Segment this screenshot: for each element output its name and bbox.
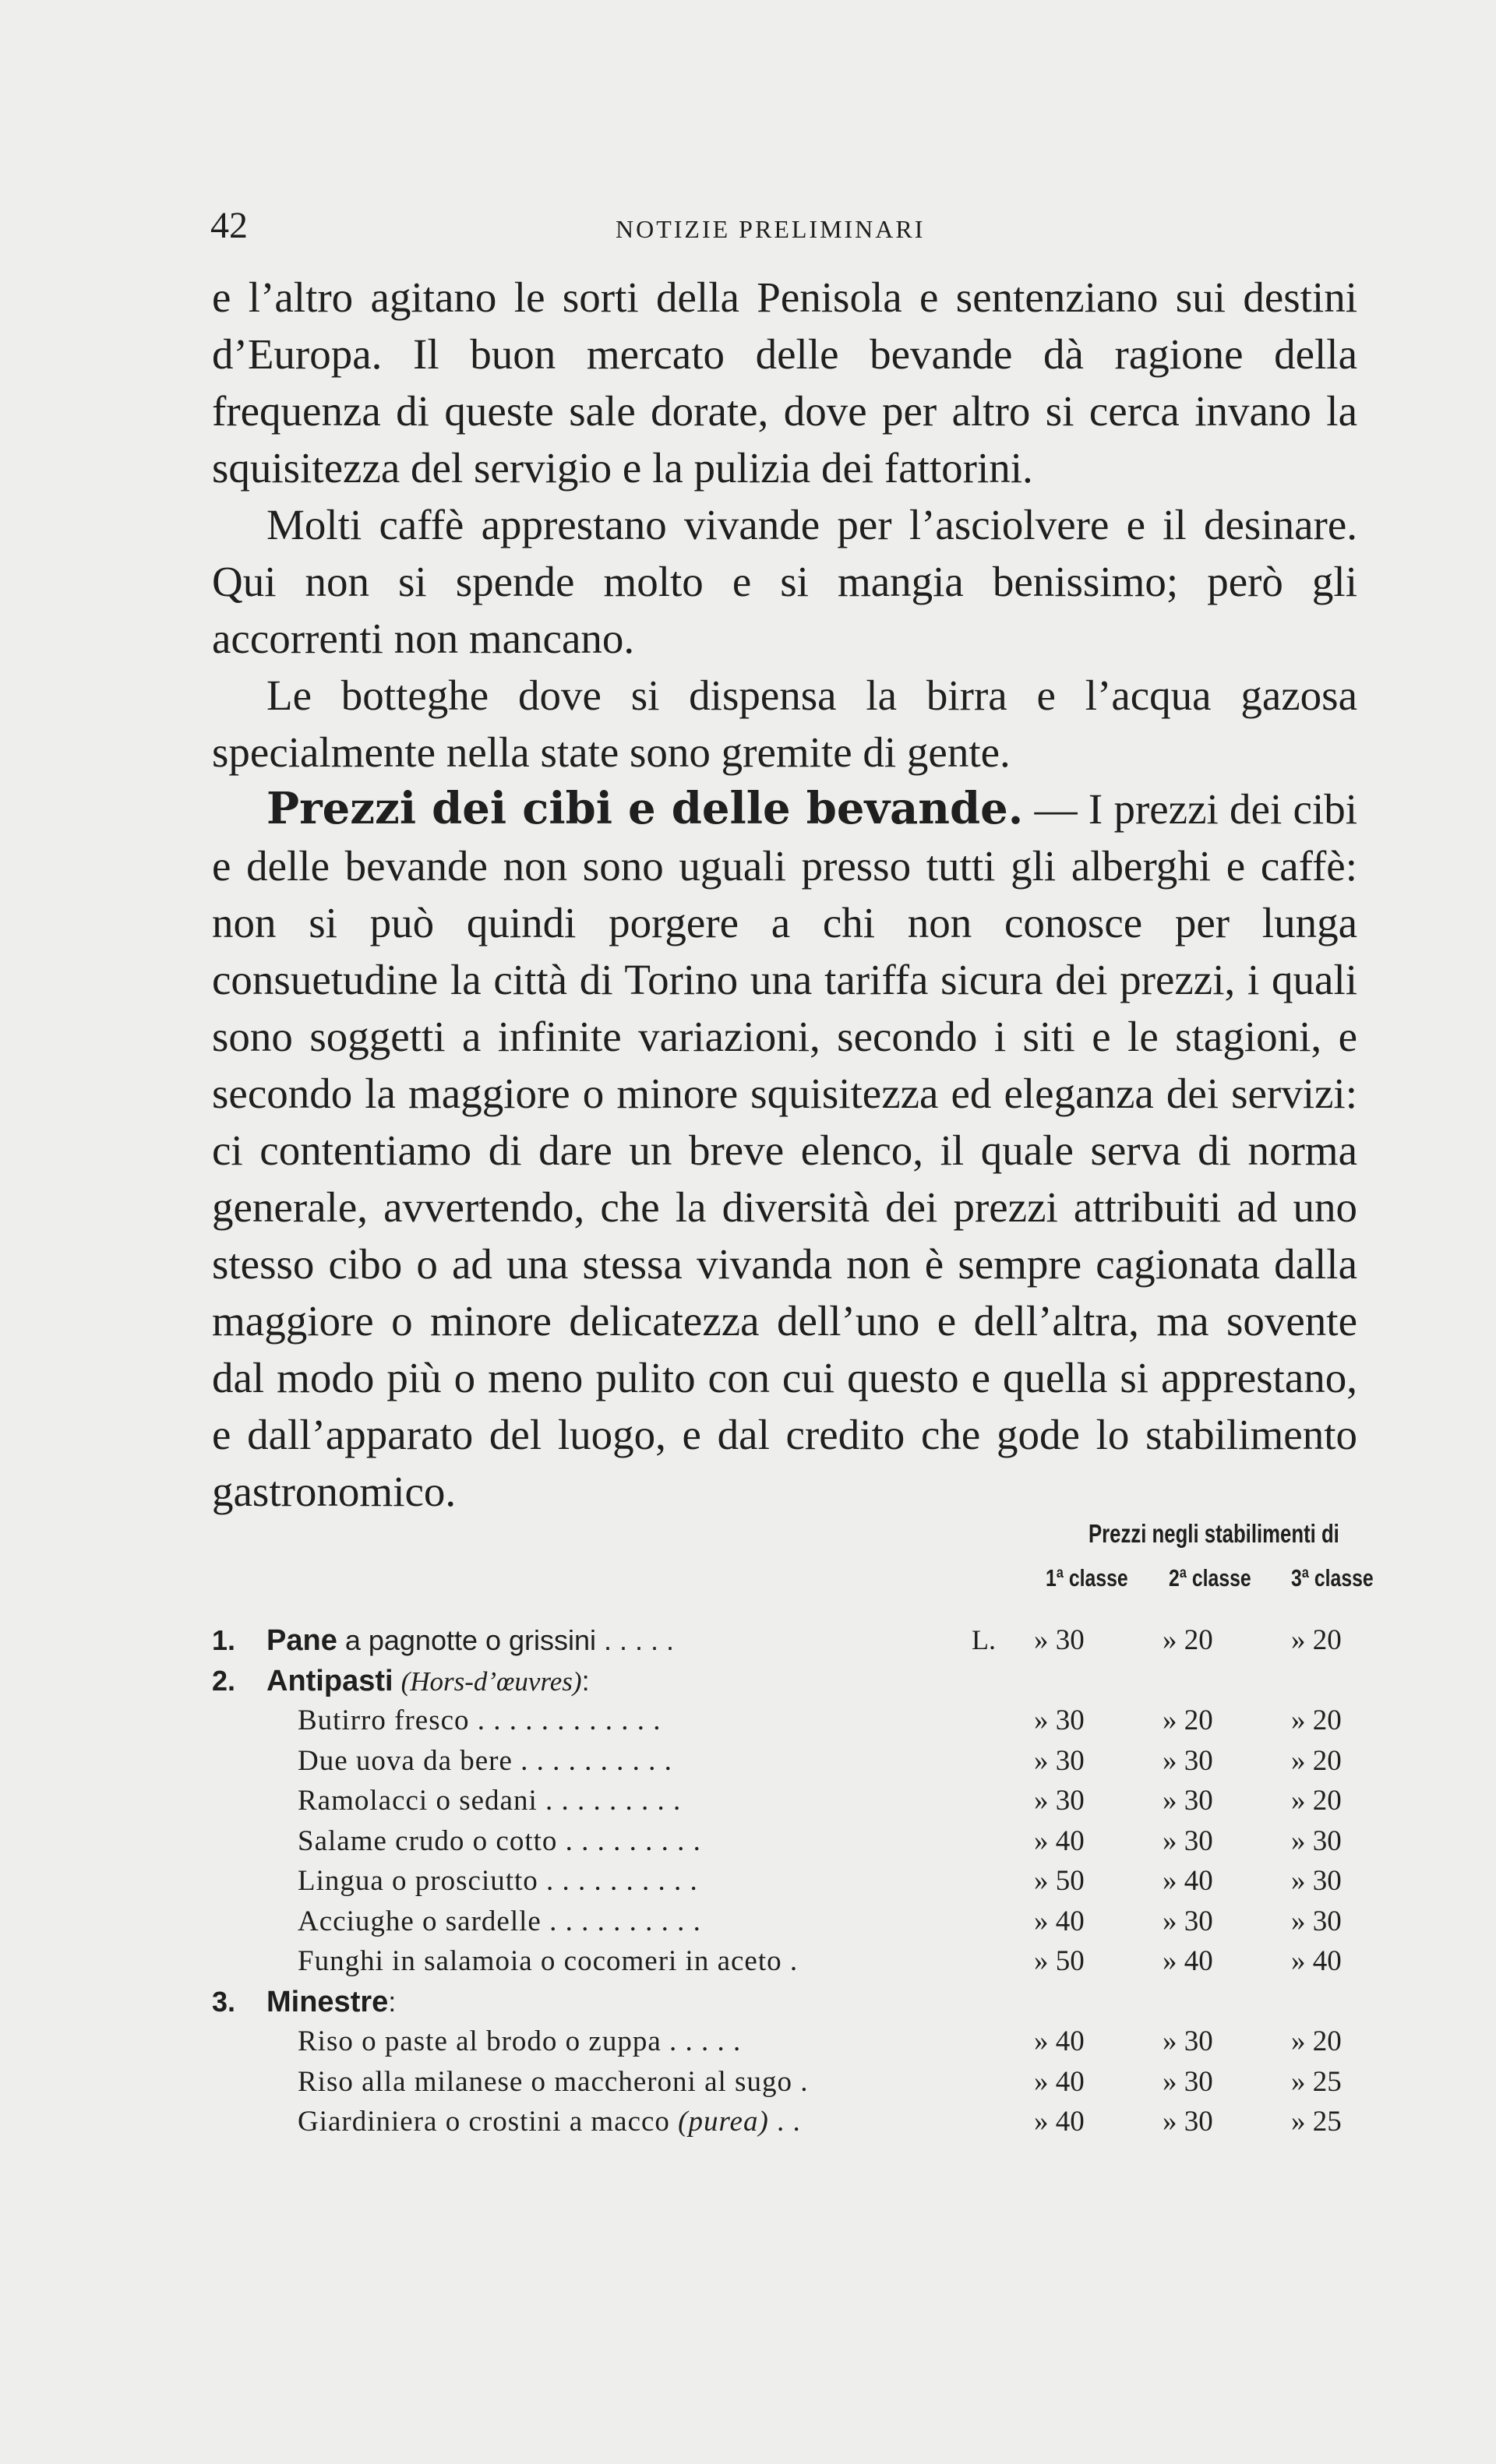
price-class-1: » 40 bbox=[1034, 2106, 1085, 2138]
item-name: Due uova da bere . . . . . . . . . . bbox=[298, 1744, 672, 1777]
category-number: 1. bbox=[212, 1624, 236, 1656]
category-number: 3. bbox=[212, 1985, 236, 2018]
page-number: 42 bbox=[210, 205, 248, 246]
price-class-3: » 40 bbox=[1291, 1945, 1342, 1977]
table-category-row bbox=[212, 1620, 1381, 1661]
price-class-2: » 30 bbox=[1163, 2025, 1213, 2057]
price-class-3: » 20 bbox=[1291, 1624, 1342, 1656]
table-row bbox=[212, 1902, 1381, 1942]
category-name: Antipasti (Hors-d’œuvres): bbox=[266, 1664, 590, 1697]
price-class-3: » 30 bbox=[1291, 1824, 1342, 1857]
table-row bbox=[212, 2062, 1381, 2103]
table-row bbox=[212, 2022, 1381, 2062]
price-class-1: » 40 bbox=[1034, 2025, 1085, 2057]
item-name: Lingua o prosciutto . . . . . . . . . . bbox=[298, 1865, 698, 1897]
price-class-3: » 30 bbox=[1291, 1865, 1342, 1897]
table-row bbox=[212, 1941, 1381, 1982]
price-rows bbox=[212, 1620, 1381, 2142]
column-header-third-class: 3ª classe bbox=[1291, 1564, 1374, 1592]
item-name: Funghi in salamoia o cocomeri in aceto . bbox=[298, 1945, 799, 1977]
item-name: Acciughe o sardelle . . . . . . . . . . bbox=[298, 1905, 701, 1937]
table-row bbox=[212, 1861, 1381, 1902]
page-header bbox=[210, 204, 1317, 266]
price-class-2: » 20 bbox=[1163, 1624, 1213, 1656]
price-class-1: » 30 bbox=[1034, 1624, 1085, 1656]
price-class-3: » 25 bbox=[1291, 2106, 1342, 2138]
price-class-1: » 50 bbox=[1034, 1945, 1085, 1977]
price-class-2: » 30 bbox=[1163, 1905, 1213, 1937]
table-row bbox=[212, 1701, 1381, 1741]
price-class-3: » 20 bbox=[1291, 1744, 1342, 1777]
item-name: Ramolacci o sedani . . . . . . . . . bbox=[298, 1785, 682, 1817]
price-class-2: » 40 bbox=[1163, 1945, 1213, 1977]
category-number: 2. bbox=[212, 1664, 236, 1697]
item-name: Riso alla milanese o maccheroni al sugo . bbox=[298, 2065, 809, 2098]
currency-unit: L. bbox=[972, 1624, 996, 1655]
item-name: Salame crudo o cotto . . . . . . . . . bbox=[298, 1824, 701, 1857]
price-class-2: » 30 bbox=[1163, 1744, 1213, 1777]
table-row bbox=[212, 1781, 1381, 1821]
table-row bbox=[212, 1821, 1381, 1862]
table-row bbox=[212, 2102, 1381, 2142]
item-name: Riso o paste al brodo o zuppa . . . . . bbox=[298, 2025, 742, 2057]
price-class-3: » 20 bbox=[1291, 1785, 1342, 1817]
category-name: Pane a pagnotte o grissini . . . . . bbox=[266, 1624, 675, 1657]
price-class-2: » 30 bbox=[1163, 2106, 1213, 2138]
price-table-header: Prezzi negli stabilimenti di bbox=[1088, 1519, 1339, 1548]
running-head: NOTIZIE PRELIMINARI bbox=[616, 215, 926, 243]
paragraph-2: Molti caffè apprestano vivande per l’asciolvere e il desinare. Qui non si spende molto e si mangia benissimo; però gli accorrenti non mancano. bbox=[212, 501, 1357, 662]
price-class-3: » 20 bbox=[1291, 1704, 1342, 1736]
table-category-row bbox=[212, 1661, 1381, 1701]
price-class-1: » 30 bbox=[1034, 1704, 1085, 1736]
category-name: Minestre: bbox=[266, 1985, 397, 2018]
table-row bbox=[212, 1741, 1381, 1782]
price-class-1: » 30 bbox=[1034, 1785, 1085, 1817]
column-headers bbox=[212, 1564, 1381, 1603]
item-name: Giardiniera o crostini a macco (purea) . . bbox=[298, 2106, 801, 2138]
price-class-1: » 40 bbox=[1034, 2065, 1085, 2098]
price-class-3: » 20 bbox=[1291, 2025, 1342, 2057]
paragraph-3: Le botteghe dove si dispensa la birra e l’acqua gazosa specialmente nella state sono gremite di gente. bbox=[212, 672, 1357, 776]
price-class-1: » 30 bbox=[1034, 1744, 1085, 1777]
column-header-first-class: 1ª classe bbox=[1046, 1564, 1128, 1592]
paragraph-prices bbox=[212, 781, 1357, 1520]
table-category-row bbox=[212, 1982, 1381, 2022]
section-heading: Prezzi dei cibi e delle bevande. bbox=[266, 783, 1024, 834]
price-class-1: » 40 bbox=[1034, 1824, 1085, 1857]
price-class-2: » 30 bbox=[1163, 2065, 1213, 2098]
price-class-1: » 50 bbox=[1034, 1865, 1085, 1897]
item-name: Butirro fresco . . . . . . . . . . . . bbox=[298, 1704, 662, 1736]
paragraph-1: e l’altro agitano le sorti della Penisola e sentenziano sui destini d’Europa. Il buon mercato delle bevande dà ragione della frequenza di queste sale dorate, dove per altro si cerca invano la squisitezza del servigio e la pulizia dei fattorini. bbox=[212, 273, 1357, 492]
price-class-2: » 30 bbox=[1163, 1785, 1213, 1817]
price-class-1: » 40 bbox=[1034, 1905, 1085, 1937]
price-class-2: » 40 bbox=[1163, 1865, 1213, 1897]
section-text: — I prezzi dei cibi e delle bevande non sono uguali presso tutti gli alberghi e caffè: non si può quindi porgere a chi non conosce per lunga consuetudine la città di Torino una tariffa sicura dei prezzi, i quali sono soggetti a infinite variazioni, secondo i siti e le stagioni, e secondo la maggiore o minore squisitezza ed eleganza dei servizi: ci contentiamo di dare un breve elenco, il quale serva di norma generale, avvertendo, che la diversità dei prezzi attribuiti ad uno stesso cibo o ad una stessa vivanda non è sempre cagionata dalla maggiore o minore delicatezza dell’uno e dell’altra, ma sovente dal modo più o meno pulito con cui questo e quella si apprestano, e dall’apparato del luogo, e dal credito che gode lo stabilimento gastronomico. bbox=[212, 785, 1357, 1515]
body-text bbox=[212, 269, 1357, 1520]
price-class-3: » 25 bbox=[1291, 2065, 1342, 2098]
price-class-2: » 20 bbox=[1163, 1704, 1213, 1736]
price-class-3: » 30 bbox=[1291, 1905, 1342, 1937]
price-class-2: » 30 bbox=[1163, 1824, 1213, 1857]
column-header-second-class: 2ª classe bbox=[1169, 1564, 1251, 1592]
